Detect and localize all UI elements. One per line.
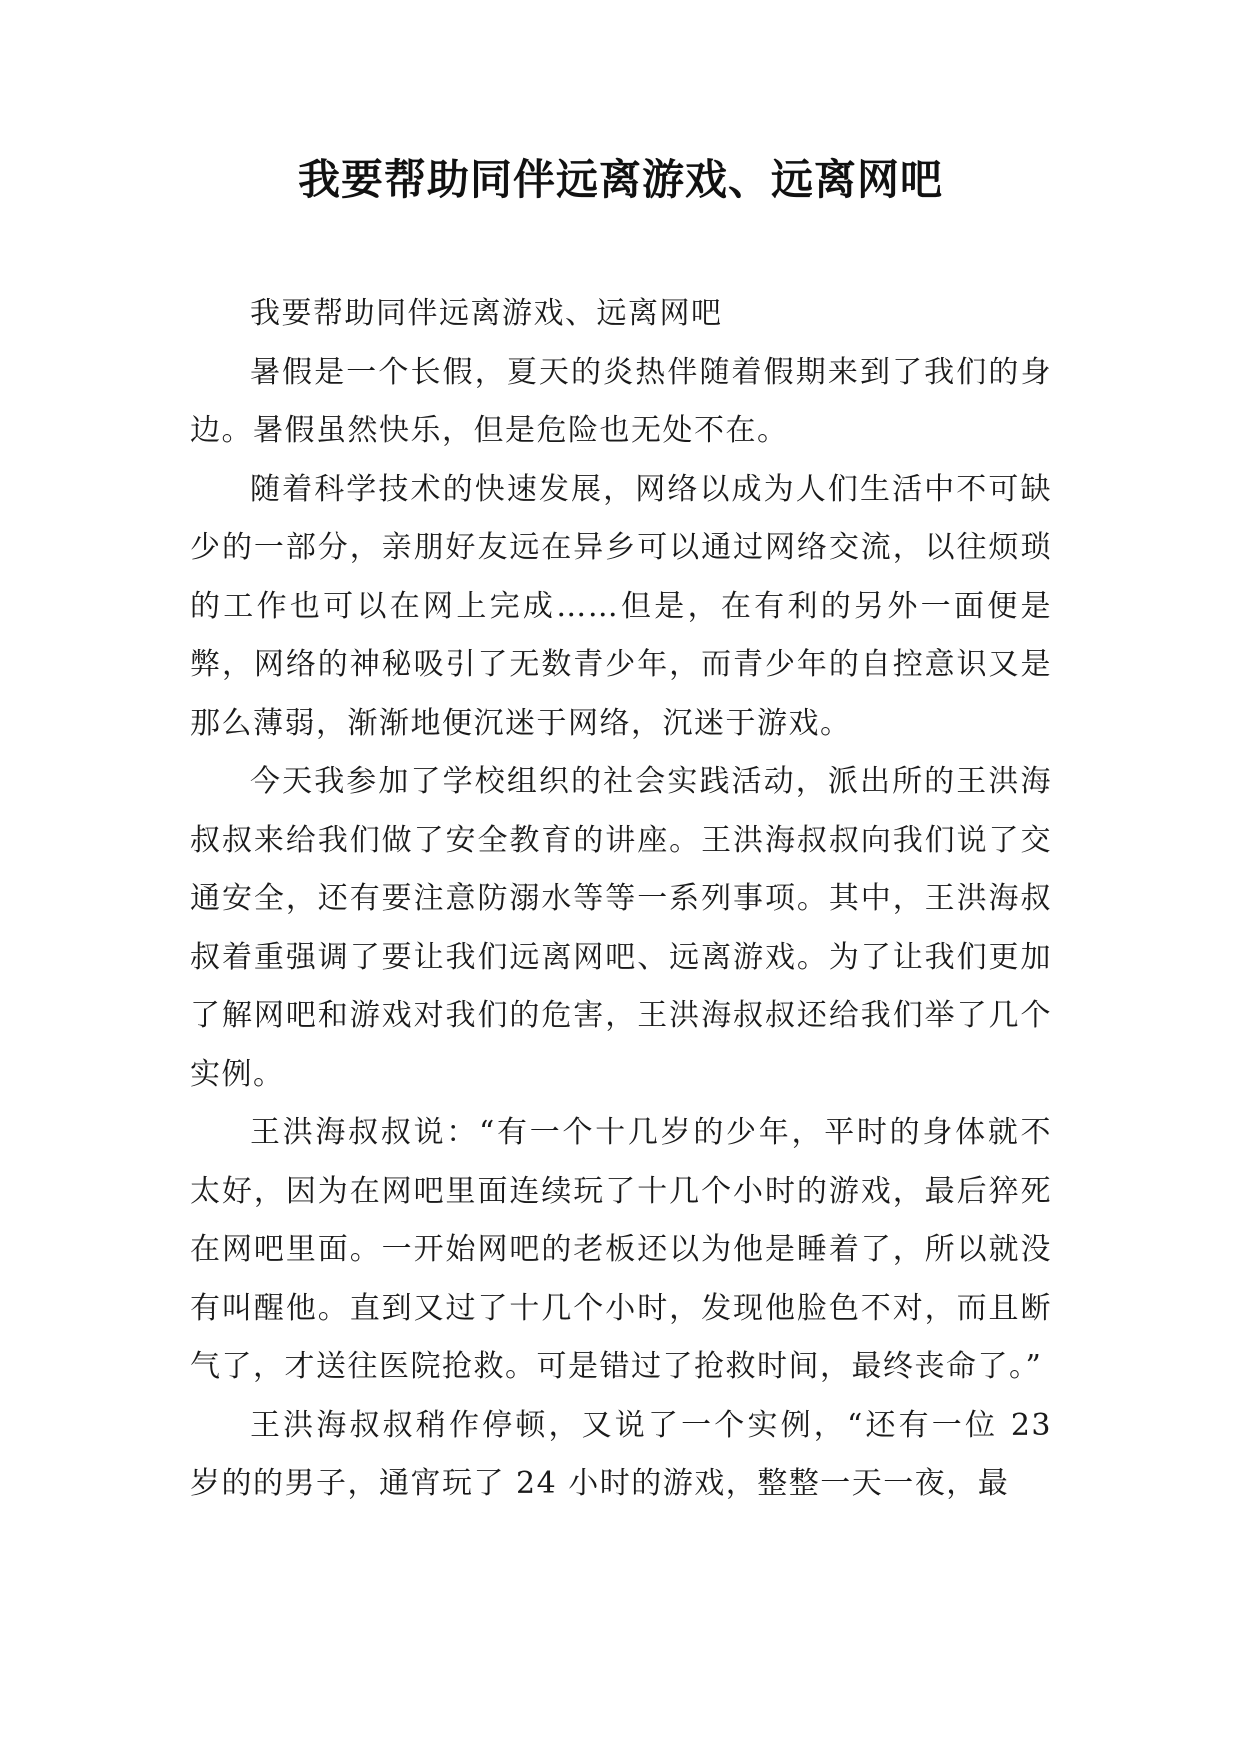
paragraph: 王洪海叔叔稍作停顿，又说了一个实例，“还有一位 23 岁的的男子，通宵玩了 24 小时的游戏，整整一天一夜，最 bbox=[190, 1407, 1052, 1501]
document-title: 我要帮助同伴远离游戏、远离网吧 bbox=[297, 155, 943, 204]
document-body bbox=[190, 285, 1052, 1514]
paragraph: 今天我参加了学校组织的社会实践活动，派出所的王洪海叔叔来给我们做了安全教育的讲座。王洪海叔叔向我们说了交通安全，还有要注意防溺水等等一系列事项。其中，王洪海叔叔着重强调了要让我们远离网吧、远离游戏。为了让我们更加了解网吧和游戏对我们的危害，王洪海叔叔还给我们举了几个实例。 bbox=[190, 764, 1052, 1092]
paragraph: 王洪海叔叔说：“有一个十几岁的少年，平时的身体就不太好，因为在网吧里面连续玩了十几个小时的游戏，最后猝死在网吧里面。一开始网吧的老板还以为他是睡着了，所以就没有叫醒他。直到又过了十几个小时，发现他脸色不对，而且断气了，才送往医院抢救。可是错过了抢救时间，最终丧命了。” bbox=[190, 1115, 1052, 1384]
paragraph: 随着科学技术的快速发展，网络以成为人们生活中不可缺少的一部分，亲朋好友远在异乡可以通过网络交流，以往烦琐的工作也可以在网上完成……但是，在有利的另外一面便是弊，网络的神秘吸引了无数青少年，而青少年的自控意识又是那么薄弱，渐渐地便沉迷于网络，沉迷于游戏。 bbox=[190, 471, 1052, 741]
paragraph: 暑假是一个长假，夏天的炎热伴随着假期来到了我们的身边。暑假虽然快乐，但是危险也无处不在。 bbox=[190, 354, 1052, 448]
paragraph: 我要帮助同伴远离游戏、远离网吧 bbox=[250, 296, 723, 331]
